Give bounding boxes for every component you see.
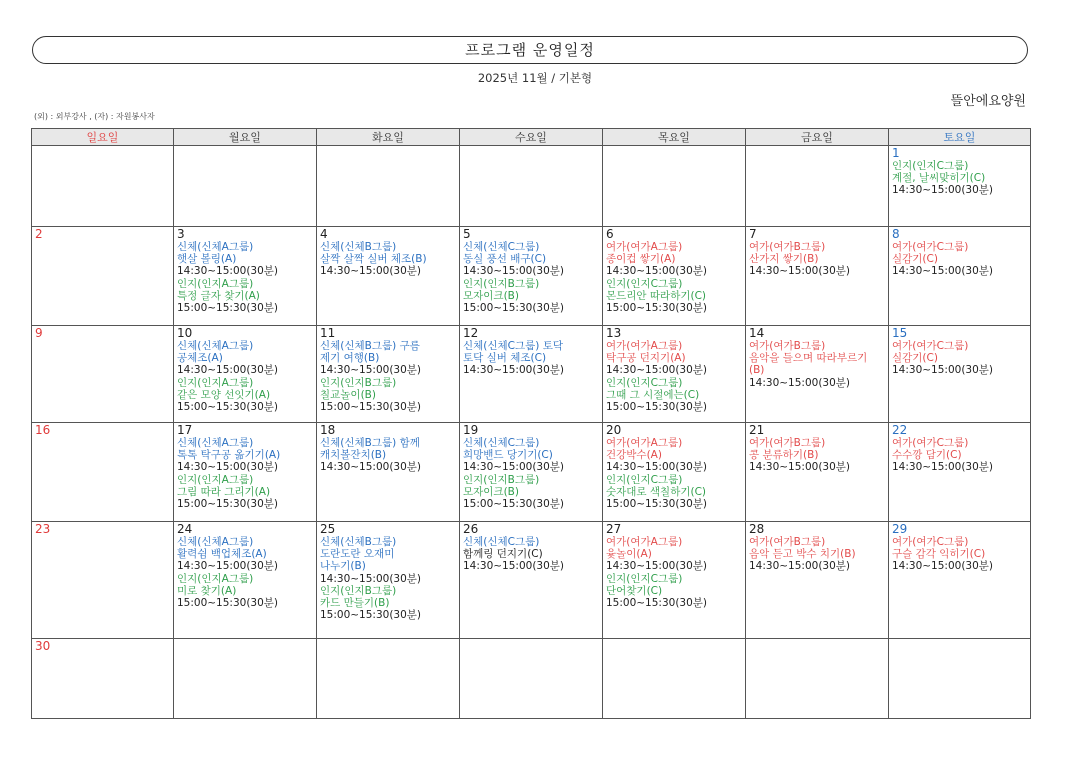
program-line: 희망밴드 당기기(C) bbox=[463, 449, 553, 462]
program-line: 산가지 쌓기(B) bbox=[749, 253, 819, 266]
day-number: 16 bbox=[35, 423, 51, 437]
program-line: 14:30~15:00(30분) bbox=[606, 364, 708, 377]
day-number: 9 bbox=[35, 326, 43, 340]
day-number: 17 bbox=[177, 423, 193, 437]
weekday-header-tuesday: 화요일 bbox=[317, 129, 460, 146]
program-line: 인지(인지C그룹) bbox=[606, 572, 683, 585]
program-line: 수수깡 담기(C) bbox=[892, 449, 962, 462]
program-line: 인지(인지B그룹) bbox=[463, 277, 540, 290]
program-line: 15:00~15:30(30분) bbox=[177, 302, 279, 315]
program-line: 신체(신체C그룹) bbox=[463, 241, 540, 253]
program-line: 15:00~15:30(30분) bbox=[177, 597, 279, 610]
weekday-header-wednesday: 수요일 bbox=[460, 129, 603, 146]
program-line: 15:00~15:30(30분) bbox=[606, 302, 708, 315]
program-line: 14:30~15:00(30분) bbox=[177, 461, 279, 474]
day-number: 6 bbox=[606, 227, 614, 241]
program-line: 인지(인지B그룹) bbox=[463, 473, 540, 486]
program-line: 14:30~15:00(30분) bbox=[749, 461, 851, 474]
program-line: 인지(인지A그룹) bbox=[177, 376, 254, 389]
day-cell bbox=[174, 522, 317, 639]
day-cell bbox=[174, 146, 317, 227]
day-number: 24 bbox=[177, 522, 193, 536]
program-line: 14:30~15:00(30분) bbox=[177, 364, 279, 377]
program-line: 14:30~15:00(30분) bbox=[749, 560, 851, 573]
weekday-header-friday: 금요일 bbox=[746, 129, 889, 146]
day-number: 5 bbox=[463, 227, 471, 241]
program-line: 단어찾기(C) bbox=[606, 584, 663, 597]
program-line: 윷놀이(A) bbox=[606, 548, 652, 561]
program-line: 여가(여가A그룹) bbox=[606, 437, 683, 449]
program-line: 칠교놀이(B) bbox=[320, 388, 376, 401]
page-subtitle: 2025년 11월 / 기본형 bbox=[477, 71, 593, 85]
day-cell bbox=[317, 227, 460, 326]
day-cell bbox=[603, 423, 746, 522]
program-line: 실감기(C) bbox=[892, 253, 938, 266]
program-line: 신체(신체A그룹) bbox=[177, 241, 254, 253]
day-number: 14 bbox=[749, 326, 765, 340]
week-row bbox=[32, 423, 1031, 522]
program-line: 활력쉼 백업체조(A) bbox=[177, 548, 267, 561]
program-line: 음악 듣고 박수 치기(B) bbox=[749, 548, 856, 561]
day-cell bbox=[174, 326, 317, 423]
program-line: 톡톡 탁구공 옮기기(A) bbox=[177, 449, 281, 462]
day-number: 22 bbox=[892, 423, 908, 437]
day-cell bbox=[746, 522, 889, 639]
program-line: 여가(여가B그룹) bbox=[749, 536, 826, 548]
day-number: 12 bbox=[463, 326, 479, 340]
day-cell bbox=[746, 146, 889, 227]
program-line: 여가(여가A그룹) bbox=[606, 241, 683, 253]
program-line: 15:00~15:30(30분) bbox=[606, 401, 708, 414]
week-row bbox=[32, 227, 1031, 326]
day-number: 7 bbox=[749, 227, 757, 241]
program-line: 14:30~15:00(30분) bbox=[892, 364, 994, 377]
day-cell bbox=[317, 326, 460, 423]
weekday-header-monday: 월요일 bbox=[174, 129, 317, 146]
calendar-body bbox=[32, 146, 1031, 719]
day-cell bbox=[746, 326, 889, 423]
day-cell bbox=[317, 522, 460, 639]
week-row bbox=[32, 522, 1031, 639]
program-line: 15:00~15:30(30분) bbox=[177, 498, 279, 511]
program-line: 14:30~15:00(30분) bbox=[749, 265, 851, 278]
day-cell bbox=[746, 227, 889, 326]
program-line: 신체(신체B그룹) bbox=[320, 241, 397, 253]
program-line: 14:30~15:00(30분) bbox=[320, 265, 422, 278]
day-number: 2 bbox=[35, 227, 43, 241]
program-line: 같은 모양 선잇기(A) bbox=[177, 388, 271, 401]
day-number: 27 bbox=[606, 522, 622, 536]
day-cell bbox=[174, 639, 317, 719]
program-line: 제기 여행(B) bbox=[320, 352, 380, 365]
program-line: 계절, 날씨맞히기(C) bbox=[892, 172, 986, 185]
program-line: 인지(인지C그룹) bbox=[606, 473, 683, 486]
program-line: 신체(신체C그룹) bbox=[463, 437, 540, 449]
program-line: 종이컵 쌓기(A) bbox=[606, 253, 676, 266]
day-cell bbox=[603, 227, 746, 326]
program-line: 공체조(A) bbox=[177, 352, 223, 365]
program-line: 14:30~15:00(30분) bbox=[177, 265, 279, 278]
program-line: 여가(여가B그룹) bbox=[749, 437, 826, 449]
program-line: 14:30~15:00(30분) bbox=[606, 560, 708, 573]
program-line: 탁구공 던지기(A) bbox=[606, 352, 686, 365]
day-cell bbox=[889, 146, 1031, 227]
program-line: 도란도란 오재미 bbox=[320, 548, 395, 561]
weekday-header-thursday: 목요일 bbox=[603, 129, 746, 146]
day-cell bbox=[603, 326, 746, 423]
week-row bbox=[32, 146, 1031, 227]
program-line: 15:00~15:30(30분) bbox=[463, 302, 565, 315]
program-line: 여가(여가C그룹) bbox=[892, 241, 969, 253]
program-line: 15:00~15:30(30분) bbox=[463, 498, 565, 511]
program-line: 여가(여가A그룹) bbox=[606, 536, 683, 548]
program-line: 그때 그 시절에는(C) bbox=[606, 388, 700, 401]
day-number: 28 bbox=[749, 522, 765, 536]
day-cell bbox=[32, 423, 174, 522]
day-cell bbox=[889, 639, 1031, 719]
program-line: 몬드리안 따라하기(C) bbox=[606, 289, 707, 302]
program-line: 14:30~15:00(30분) bbox=[463, 461, 565, 474]
day-cell bbox=[174, 423, 317, 522]
program-line: 콩 분류하기(B) bbox=[749, 449, 819, 462]
program-line: 숫자대로 색칠하기(C) bbox=[606, 485, 707, 498]
program-line: 모자이크(B) bbox=[463, 485, 519, 498]
day-number: 23 bbox=[35, 522, 51, 536]
program-line: 15:00~15:30(30분) bbox=[177, 401, 279, 414]
program-line: 신체(신체A그룹) bbox=[177, 536, 254, 548]
program-line: 신체(신체B그룹) 함께 bbox=[320, 437, 420, 449]
program-line: 14:30~15:00(30분) bbox=[320, 461, 422, 474]
day-cell bbox=[603, 522, 746, 639]
program-line: 특정 글자 찾기(A) bbox=[177, 289, 260, 302]
day-cell bbox=[32, 227, 174, 326]
day-cell bbox=[317, 423, 460, 522]
schedule-calendar bbox=[31, 128, 1031, 719]
program-line: 카드 만들기(B) bbox=[320, 597, 390, 610]
program-line: 14:30~15:00(30분) bbox=[892, 184, 994, 197]
program-line: 실감기(C) bbox=[892, 352, 938, 365]
program-line: 음악을 들으며 따라부르기 bbox=[749, 352, 868, 365]
day-number: 15 bbox=[892, 326, 908, 340]
program-line: 미로 찾기(A) bbox=[177, 584, 237, 597]
day-cell bbox=[32, 326, 174, 423]
day-number: 29 bbox=[892, 522, 908, 536]
day-number: 18 bbox=[320, 423, 336, 437]
program-line: 15:00~15:30(30분) bbox=[606, 597, 708, 610]
day-cell bbox=[32, 639, 174, 719]
program-line: 모자이크(B) bbox=[463, 289, 519, 302]
program-line: 14:30~15:00(30분) bbox=[320, 364, 422, 377]
day-cell bbox=[889, 522, 1031, 639]
day-cell bbox=[746, 639, 889, 719]
day-cell bbox=[460, 227, 603, 326]
program-line: 15:00~15:30(30분) bbox=[320, 401, 422, 414]
program-line: 인지(인지A그룹) bbox=[177, 572, 254, 585]
day-number: 3 bbox=[177, 227, 185, 241]
day-number: 26 bbox=[463, 522, 479, 536]
program-line: 14:30~15:00(30분) bbox=[749, 376, 851, 389]
day-number: 1 bbox=[892, 146, 900, 160]
day-cell bbox=[32, 146, 174, 227]
day-cell bbox=[317, 146, 460, 227]
program-line: 인지(인지C그룹) bbox=[606, 277, 683, 290]
day-cell bbox=[174, 227, 317, 326]
day-cell bbox=[603, 146, 746, 227]
program-line: 14:30~15:00(30분) bbox=[177, 560, 279, 573]
day-number: 25 bbox=[320, 522, 336, 536]
program-line: 그림 따라 그리기(A) bbox=[177, 485, 271, 498]
weekday-header-sunday: 일요일 bbox=[32, 129, 174, 146]
day-cell bbox=[889, 423, 1031, 522]
program-line: (B) bbox=[749, 364, 765, 377]
program-line: 살짝 살짝 실버 체조(B) bbox=[320, 253, 427, 266]
day-cell bbox=[460, 423, 603, 522]
program-line: 15:00~15:30(30분) bbox=[320, 609, 422, 622]
program-line: 건강박수(A) bbox=[606, 449, 662, 462]
day-number: 20 bbox=[606, 423, 622, 437]
program-line: 캐치볼잔치(B) bbox=[320, 449, 387, 462]
program-line: 14:30~15:00(30분) bbox=[892, 560, 994, 573]
program-line: 14:30~15:00(30분) bbox=[892, 265, 994, 278]
week-row bbox=[32, 326, 1031, 423]
program-line: 신체(신체C그룹) bbox=[463, 536, 540, 548]
program-line: 14:30~15:00(30분) bbox=[463, 265, 565, 278]
program-line: 신체(신체A그룹) bbox=[177, 437, 254, 449]
day-number: 4 bbox=[320, 227, 328, 241]
program-line: 신체(신체C그룹) 토닥 bbox=[463, 340, 564, 352]
program-line: 15:00~15:30(30분) bbox=[606, 498, 708, 511]
program-line: 인지(인지B그룹) bbox=[320, 584, 397, 597]
program-line: 여가(여가A그룹) bbox=[606, 340, 683, 352]
program-line: 여가(여가C그룹) bbox=[892, 437, 969, 449]
page-title: 프로그램 운영일정 bbox=[32, 36, 1028, 64]
day-cell bbox=[460, 639, 603, 719]
day-cell bbox=[317, 639, 460, 719]
program-line: 나누기(B) bbox=[320, 560, 366, 573]
day-number: 11 bbox=[320, 326, 336, 340]
program-line: 인지(인지B그룹) bbox=[320, 376, 397, 389]
weekday-header-row bbox=[32, 129, 1031, 146]
program-line: 신체(신체A그룹) bbox=[177, 340, 254, 352]
legend-note: (외) : 외부강사 , (자) : 자원봉사자 bbox=[34, 112, 155, 121]
day-cell bbox=[746, 423, 889, 522]
day-number: 10 bbox=[177, 326, 193, 340]
program-line: 여가(여가B그룹) bbox=[749, 340, 826, 352]
program-line: 햇살 볼링(A) bbox=[177, 253, 237, 266]
day-number: 21 bbox=[749, 423, 765, 437]
program-line: 여가(여가B그룹) bbox=[749, 241, 826, 253]
program-line: 여가(여가C그룹) bbox=[892, 536, 969, 548]
program-line: 여가(여가C그룹) bbox=[892, 340, 969, 352]
day-cell bbox=[889, 227, 1031, 326]
program-line: 14:30~15:00(30분) bbox=[606, 461, 708, 474]
program-line: 함께링 던지기(C) bbox=[463, 548, 543, 561]
program-line: 인지(인지A그룹) bbox=[177, 277, 254, 290]
day-number: 19 bbox=[463, 423, 479, 437]
program-line: 신체(신체B그룹) bbox=[320, 536, 397, 548]
program-line: 14:30~15:00(30분) bbox=[320, 572, 422, 585]
program-line: 인지(인지C그룹) bbox=[892, 160, 969, 172]
program-line: 신체(신체B그룹) 구름 bbox=[320, 340, 420, 352]
day-cell bbox=[32, 522, 174, 639]
week-row bbox=[32, 639, 1031, 719]
weekday-header-saturday: 토요일 bbox=[889, 129, 1031, 146]
program-line: 14:30~15:00(30분) bbox=[463, 364, 565, 377]
program-line: 토닥 실버 체조(C) bbox=[463, 352, 547, 365]
day-cell bbox=[603, 639, 746, 719]
program-line: 동실 풍선 배구(C) bbox=[463, 253, 547, 266]
program-line: 인지(인지C그룹) bbox=[606, 376, 683, 389]
day-number: 8 bbox=[892, 227, 900, 241]
day-number: 30 bbox=[35, 639, 51, 653]
program-line: 인지(인지A그룹) bbox=[177, 473, 254, 486]
program-line: 14:30~15:00(30분) bbox=[892, 461, 994, 474]
day-number: 13 bbox=[606, 326, 622, 340]
day-cell bbox=[889, 326, 1031, 423]
program-line: 14:30~15:00(30분) bbox=[606, 265, 708, 278]
program-line: 구슬 감각 익히기(C) bbox=[892, 548, 986, 561]
program-line: 14:30~15:00(30분) bbox=[463, 560, 565, 573]
day-cell bbox=[460, 146, 603, 227]
day-cell bbox=[460, 326, 603, 423]
day-cell bbox=[460, 522, 603, 639]
organization-name: 뜰안에요양원 bbox=[950, 94, 1026, 109]
